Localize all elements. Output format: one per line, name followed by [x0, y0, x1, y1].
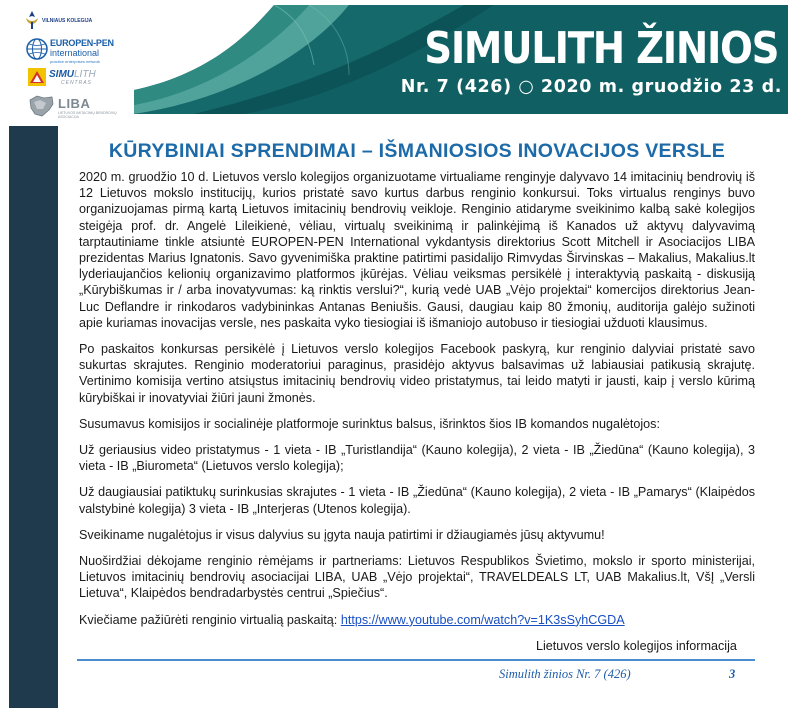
footer-divider	[77, 659, 755, 661]
newsletter-title: SIMULITH ŽINIOS	[424, 23, 778, 74]
liba-logo	[28, 94, 128, 122]
article-byline: Lietuvos verslo kolegijos informacija	[536, 639, 737, 653]
video-invite-text: Kviečiame pažiūrėti renginio virtualią paskaitą:	[79, 612, 341, 627]
europen-logo	[26, 36, 128, 66]
youtube-link[interactable]: https://www.youtube.com/watch?v=1K3sSyhCGDA	[340, 612, 625, 627]
simulith-logo-subtext: CENTRAS	[61, 80, 92, 86]
europen-international: international	[50, 48, 100, 58]
globe-icon	[26, 38, 48, 60]
vilniaus-kolegija-logo	[24, 10, 128, 32]
article-paragraph-4: Už geriausius video pristatymus - 1 vieta - IB „Turistlandija“ (Kauno kolegija), 2 vieta - IB „Žiedūna“ (Kauno kolegija), 3 vieta - IB „Biurometa“ (Lietuvos verslo kolegija);	[79, 443, 755, 474]
europen-name: EUROPEN-PEN	[50, 38, 114, 48]
partner-logos	[18, 0, 128, 124]
article-paragraph-6: Sveikiname nugalėtojus ir visus dalyvius su įgyta nauja patirtimi ir džiaugiamės jūsų aktyvumu!	[79, 527, 605, 542]
europen-tagline: practice enterprises network	[50, 59, 101, 64]
article-paragraph-3: Susumavus komisijos ir socialinėje platformoje surinktus balsus, išrinktos šios IB komandos nugalėtojos:	[79, 416, 660, 431]
footer-publication: Simulith žinios Nr. 7 (426)	[499, 667, 631, 681]
page-number: 3	[729, 667, 736, 681]
article	[79, 140, 755, 628]
article-headline: KŪRYBINIAI SPRENDIMAI – IŠMANIOSIOS INOVACIJOS VERSLE	[108, 140, 726, 162]
vilniaus-kolegija-text: VILNIAUS KOLEGIJA	[42, 18, 93, 24]
triangle-logo-icon	[28, 68, 46, 86]
article-paragraph-2: Po paskaitos konkursas persikėlė į Lietuvos verslo kolegijos Facebook paskyrą, kur renginio dalyviai pristatė savo sukurtas skrajutes. Renginio moderatoriui paraginus, prasidėjo aktyvus balsavimas už labiausiai patikusią skrajutę. Vertinimo komisija vertino atsiųstus imitacinių bendrovių video pristatymus, tai leido matyti ir jausti, kaip į verslo kūrimą kūrybiškai ir inovatyviai žiūri jauni žmonės.	[79, 342, 755, 405]
article-paragraph-7: Nuoširdžiai dėkojame renginio rėmėjams ir partneriams: Lietuvos Respublikos Švietimo, mokslo ir sporto ministerijai, Lietuvos imitacinių bendrovių asociacijai LIBA, UAB „Vėjo projektai“, TRAVELDEALS LT, UAB Makalius.lt, VšĮ „Versli Lietuva“, Klaipėdos bendradarbystės centrui „Spiečius“.	[79, 554, 755, 601]
lithuania-map-icon	[28, 94, 54, 118]
vilniaus-kolegija-emblem-icon	[24, 10, 40, 30]
liba-name: LIBA	[58, 96, 91, 111]
simulith-centras-logo	[28, 68, 128, 90]
masthead-banner	[134, 5, 788, 114]
article-paragraph-1: 2020 m. gruodžio 10 d. Lietuvos verslo kolegijos organizuotame virtualiame renginyje dalyvavo 14 imitacinių bendrovių iš 12 Lietuvos mokslo institucijų, kurios pristatė savo kurtus darbus renginio konkursui. Toks virtualus renginys buvo organizuojamas pirmą kartą Lietuvos imitacinių bendrovių veikloje. Renginio atidaryme sveikinimo kalbą sakė kolegijos steigėja prof. dr. Angelė Lileikienė, vėliau, virtualų sveikinimą ir palinkėjimą iš Kanados už aktyvų dalyvavimą tarptautiniame tinkle atsiuntė EUROPEN-PEN International vykdantysis direktorius Scott Mitchell ir Asociacijos LIBA prezidentas Marius Ignatonis. Savo gyvenimiška praktine patirtimi pasidalijo Rimvydas Širvinskas – Makalius, Makalius.lt lyderiaujančios kelionių organizavimo platformos įkūrėjas. Vėliau veiksmas persikėlė į interaktyvią paskaitą - diskusiją „Kūrybiškumas ir / arba inovatyvumas: ką rinktis verslui?“, kurią vedė UAB „Vėjo projektai“ komercijos direktorius Jean-Luc Deflandre ir rinkodaros vadybininkas Antanas Beniušis. Gausi, daugiau kaip 80 žmonių, auditorija galėjo sužinoti apie kuriamas inovacijas versle, nes paskaita vyko tiesiogiai iš išmaniojo autobuso ir tiesiogiai užduoti klausimus.	[79, 170, 755, 330]
simulith-logo-text: SIMULITH	[49, 69, 96, 80]
article-paragraph-8	[79, 612, 755, 628]
issue-number-date: Nr. 7 (426) ○ 2020 m. gruodžio 23 d.	[400, 77, 782, 97]
decorative-sidebar-bar	[9, 126, 58, 708]
article-paragraph-5: Už daugiausiai patiktukų surinkusias skrajutes - 1 vieta - IB „Žiedūna“ (Kauno kolegija), 2 vieta - IB „Pamarys“ (Klaipėdos valstybinė kolegija) 3 vieta - IB „Interjeras (Utenos kolegija).	[79, 485, 755, 516]
liba-fullname: LIETUVOS IMITACINIŲ BENDROVIŲ ASOCIACIJA	[58, 111, 117, 119]
